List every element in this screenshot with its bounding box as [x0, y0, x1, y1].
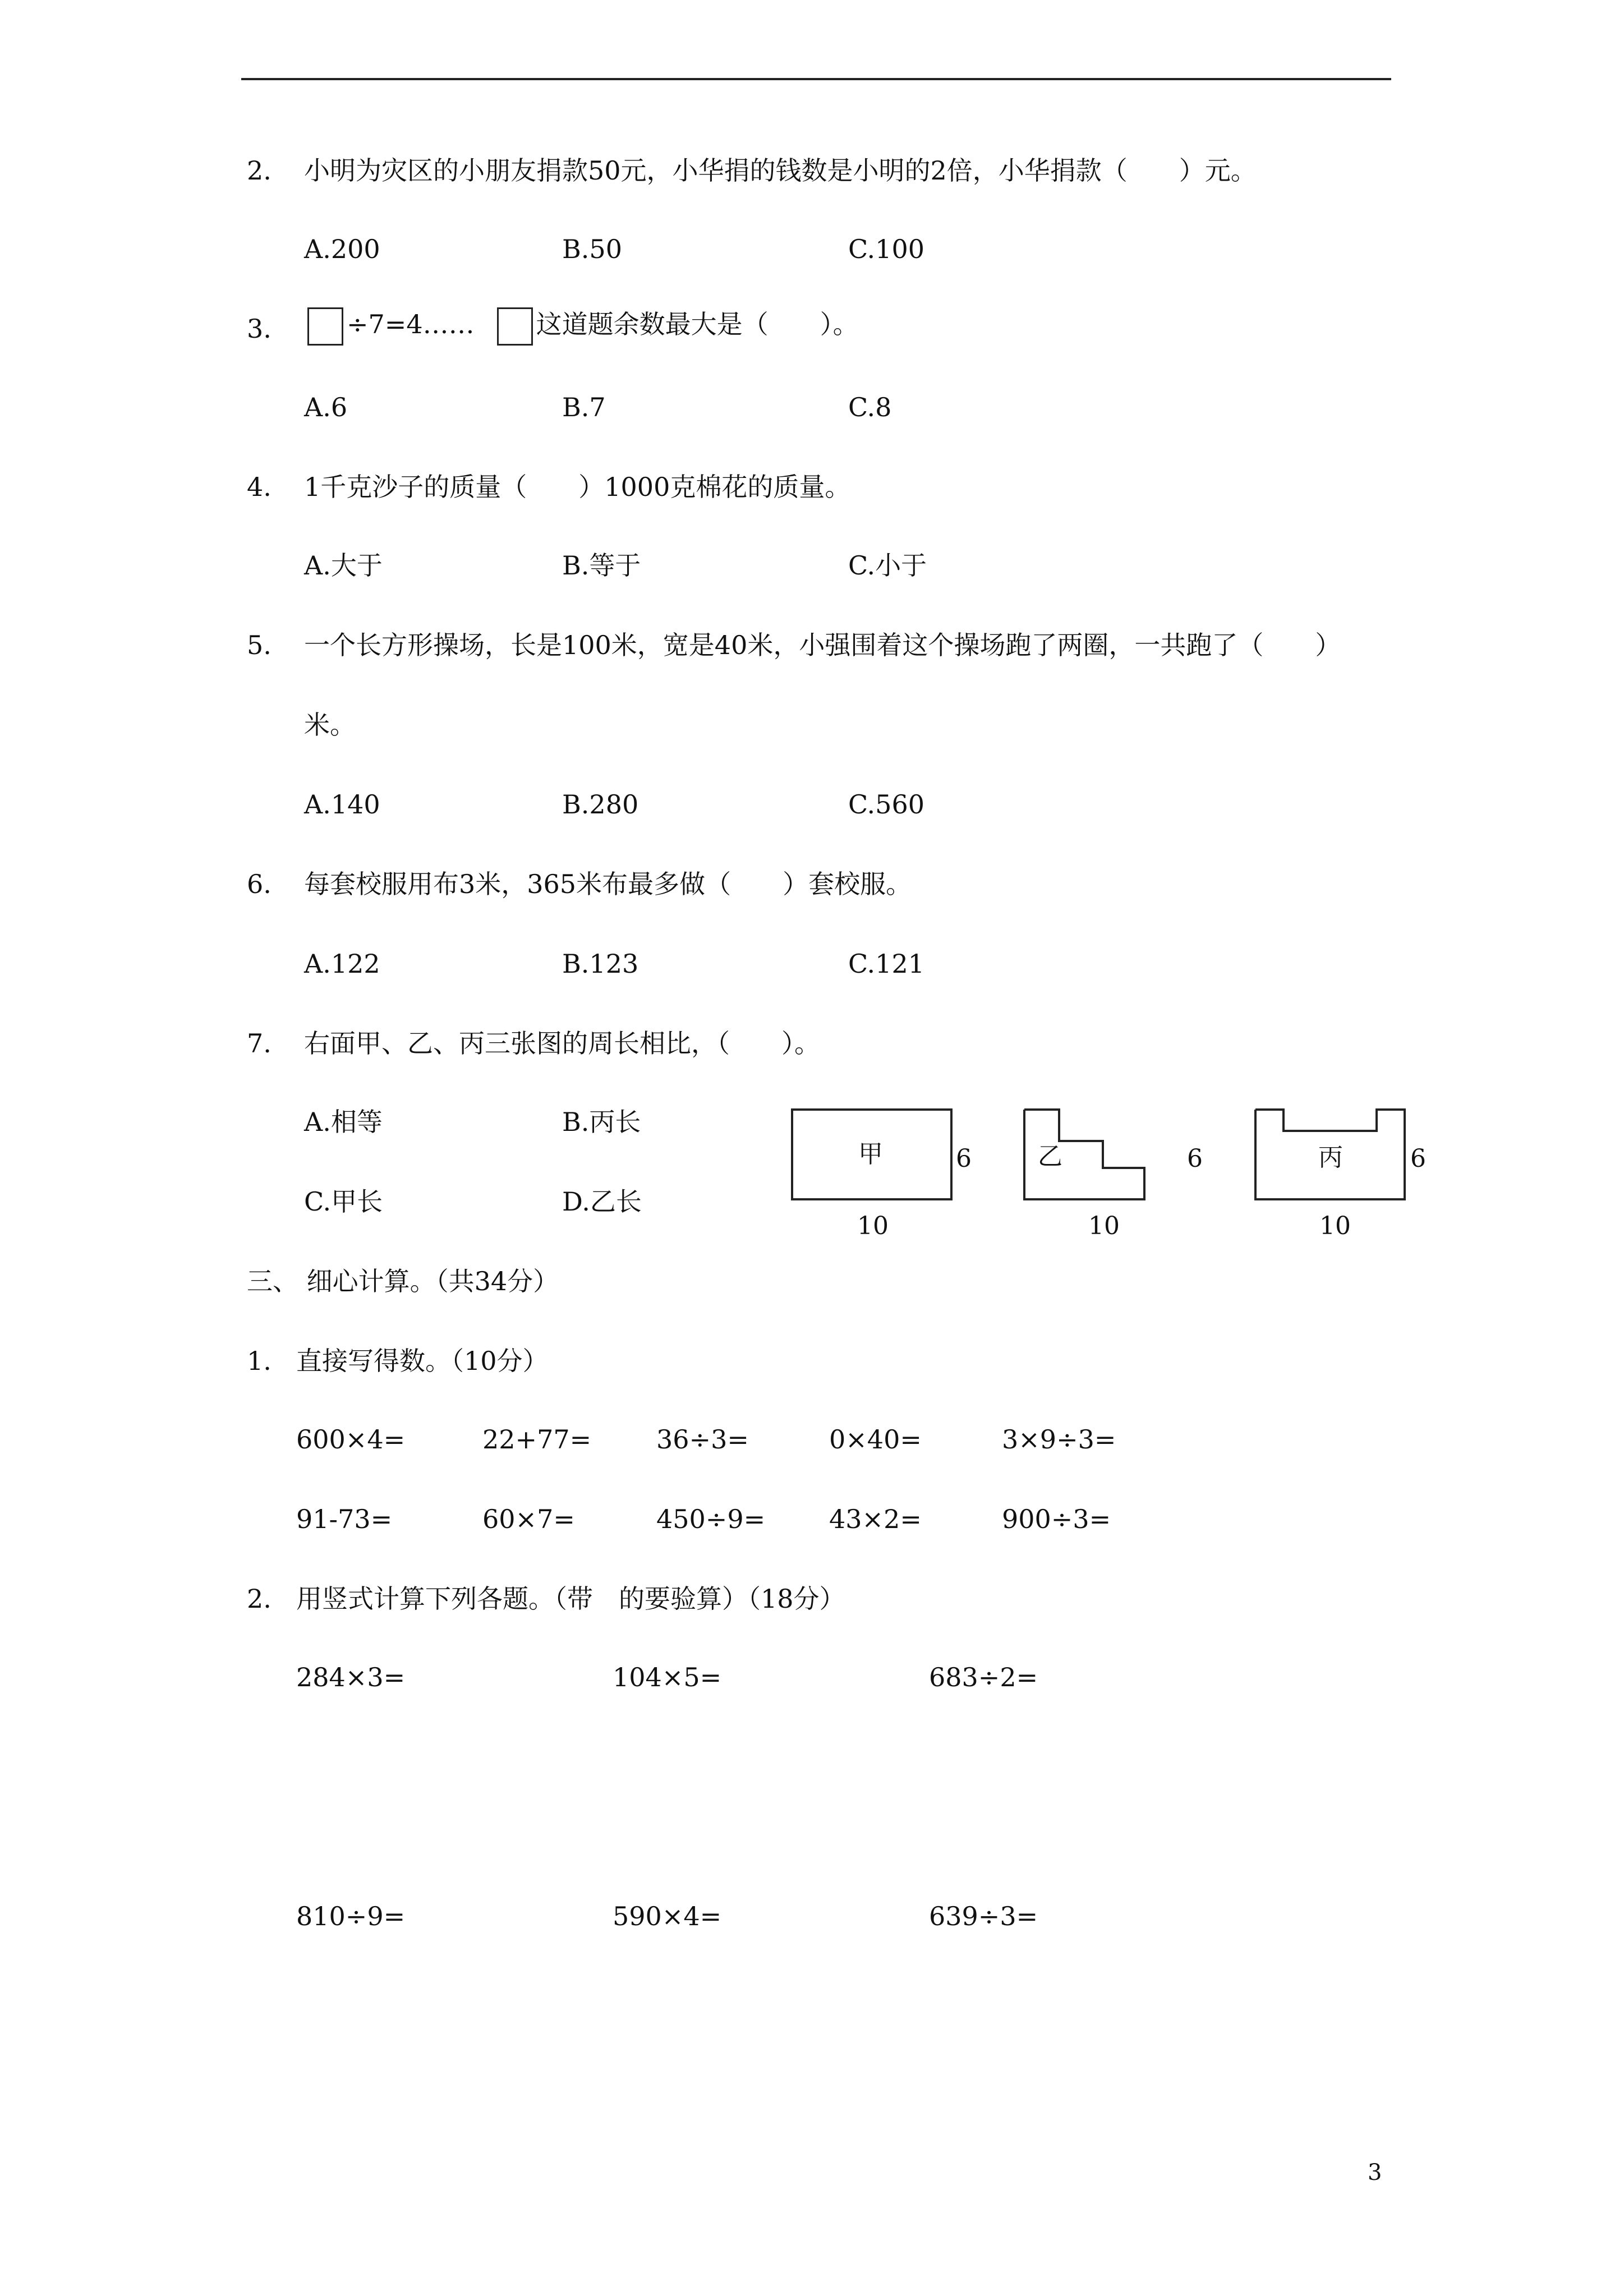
vertical-calc-item: 810÷9= [296, 1901, 406, 1931]
mental-math-item: 450÷9= [656, 1504, 766, 1534]
option-a: A.相等 [304, 1107, 383, 1137]
question-text: 直接写得数。（10分） [296, 1346, 549, 1376]
figure-bing-width: 10 [1319, 1212, 1351, 1240]
question-number: 7. [247, 1028, 272, 1059]
option-b: B.123 [562, 949, 639, 979]
question-text: 每套校服用布3米，365米布最多做（ ）套校服。 [304, 869, 912, 899]
vertical-calc-item: 683÷2= [929, 1662, 1038, 1692]
option-c: C.100 [848, 234, 924, 264]
option-b: B.50 [562, 234, 622, 264]
question-text: 右面甲、乙、丙三张图的周长相比，（ ）。 [304, 1028, 820, 1059]
figure-yi-width: 10 [1088, 1212, 1120, 1240]
blank-box [307, 307, 343, 346]
option-a: A.大于 [304, 550, 383, 581]
option-a: A.140 [304, 789, 380, 820]
section-title: 三、 细心计算。（共34分） [247, 1266, 559, 1296]
vertical-calc-item: 590×4= [613, 1901, 722, 1931]
figure-jia-height: 6 [956, 1144, 972, 1173]
figure-bing-height: 6 [1410, 1144, 1426, 1173]
figure-jia-label: 甲 [858, 1140, 883, 1168]
question-text-continued: 米。 [304, 710, 356, 740]
mental-math-item: 3×9÷3= [1002, 1424, 1116, 1455]
option-d: D.乙长 [562, 1186, 642, 1217]
perimeter-figures [774, 1094, 1436, 1240]
question-number: 3. [247, 314, 272, 344]
blank-box [497, 307, 533, 346]
question-text: 一个长方形操场，长是100米，宽是40米，小强围着这个操场跑了两圈，一共跑了（ ） [304, 630, 1341, 660]
option-c: C.甲长 [304, 1186, 383, 1217]
figure-jia-width: 10 [857, 1212, 889, 1240]
question-text: 用竖式计算下列各题。（带 的要验算）（18分） [296, 1584, 845, 1614]
figure-bing-label: 丙 [1318, 1143, 1343, 1172]
option-b: B.280 [562, 789, 639, 820]
option-c: C.121 [848, 949, 924, 979]
option-c: C.560 [848, 789, 924, 820]
question-text: 小明为灾区的小朋友捐款50元，小华捐的钱数是小明的2倍，小华捐款（ ）元。 [304, 155, 1257, 186]
question-number: 4. [247, 472, 272, 502]
option-c: C.8 [848, 392, 892, 422]
question-number: 6. [247, 869, 272, 899]
mental-math-item: 0×40= [829, 1424, 922, 1455]
mental-math-item: 43×2= [829, 1504, 922, 1534]
mental-math-item: 900÷3= [1002, 1504, 1111, 1534]
figure-yi-height: 6 [1187, 1144, 1203, 1173]
question-number: 2. [247, 1584, 272, 1614]
vertical-calc-item: 104×5= [613, 1662, 722, 1692]
page-number: 3 [1368, 2160, 1382, 2185]
question-text: ÷7=4…… 这道题余数最大是（ ）。 [304, 307, 859, 346]
option-c: C.小于 [848, 550, 927, 581]
question-number: 5. [247, 630, 272, 660]
mental-math-item: 60×7= [482, 1504, 575, 1534]
question-number: 2. [247, 155, 272, 186]
question-number: 1. [247, 1346, 272, 1376]
vertical-calc-item: 284×3= [296, 1662, 406, 1692]
mental-math-item: 600×4= [296, 1424, 406, 1455]
question-text: 1千克沙子的质量（ ）1000克棉花的质量。 [304, 472, 851, 502]
mental-math-item: 36÷3= [656, 1424, 749, 1455]
option-b: B.等于 [562, 550, 641, 581]
option-b: B.丙长 [562, 1107, 641, 1137]
figure-yi-label: 乙 [1038, 1142, 1062, 1171]
mental-math-item: 91-73= [296, 1504, 393, 1534]
option-b: B.7 [562, 392, 606, 422]
vertical-calc-item: 639÷3= [929, 1901, 1038, 1931]
option-a: A.200 [304, 234, 380, 264]
option-a: A.122 [304, 949, 380, 979]
header-rule [241, 78, 1391, 80]
mental-math-item: 22+77= [482, 1424, 592, 1455]
option-a: A.6 [304, 392, 348, 422]
